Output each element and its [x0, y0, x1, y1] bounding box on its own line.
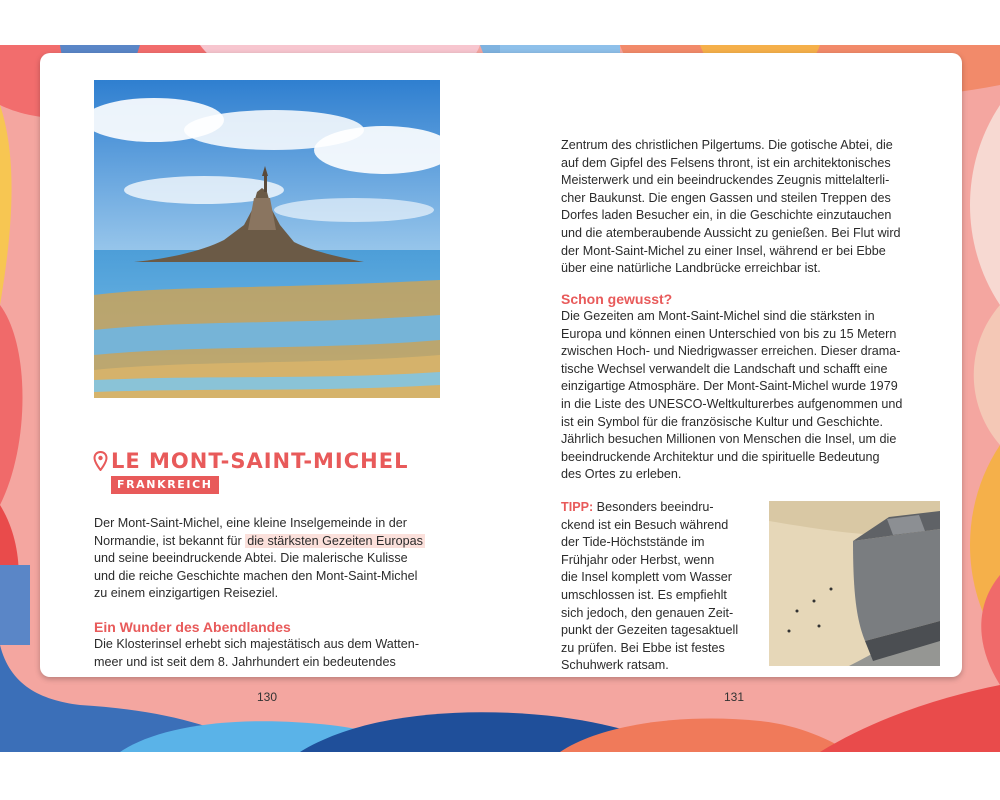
- text-line: die Insel komplett vom Wasser: [561, 570, 733, 585]
- text-line: des Ortes zu erleben.: [561, 467, 682, 482]
- text-line: und die atemberaubende Aussicht zu genießen. Bei Flut wird: [561, 225, 901, 240]
- text-line: cher Baukunst. Die engen Gassen und steilen Treppen des: [561, 190, 891, 205]
- text-line: Dorfes laden Besucher ein, in die Geschichte einzutauchen: [561, 208, 892, 223]
- subheading-left: Ein Wunder des Abendlandes: [94, 619, 291, 635]
- aerial-tower-photo: [769, 501, 940, 666]
- continued-paragraph: [561, 137, 921, 278]
- text-line: [94, 533, 439, 551]
- text-line: der Mont-Saint-Michel zu einer Insel, während er bei Ebbe: [561, 243, 886, 258]
- text-line: einzigartige Atmosphäre. Der Mont-Saint-Michel wurde 1979: [561, 379, 898, 394]
- section-header: ORIGINELL WOHNEN: [810, 81, 964, 92]
- text-line: beeindruckende Architektur und die spirituelle Bedeutung: [561, 449, 880, 464]
- text-line: [561, 499, 761, 517]
- text-line: Meisterwerk und ein beeindruckendes Zeugnis mittelalterli-: [561, 173, 890, 188]
- tip-label: TIPP:: [561, 500, 594, 514]
- text-line: Der Mont-Saint-Michel, eine kleine Inselgemeinde in der: [94, 516, 407, 530]
- text-line: Zentrum des christlichen Pilgertums. Die gotische Abtei, die: [561, 138, 893, 152]
- text-line: in die Liste des UNESCO-Weltkulturerbes aufgenommen und: [561, 396, 903, 411]
- text-line: Die Klosterinsel erhebt sich majestätisch aus dem Watten-: [94, 637, 420, 651]
- text-line: auf dem Gipfel des Felsens thront, ist ein architektonisches: [561, 155, 891, 170]
- text-line: umschlossen ist. Es empfiehlt: [561, 587, 727, 602]
- text-line: punkt der Gezeiten tagesaktuell: [561, 623, 739, 638]
- text-line: und seine beeindruckende Abtei. Die malerische Kulisse: [94, 551, 408, 566]
- text-line: Jährlich besuchen Millionen von Menschen die Insel, um die: [561, 432, 897, 447]
- text-line: zu einem einzigartigen Reiseziel.: [94, 586, 279, 601]
- page-number-left: 130: [257, 690, 278, 704]
- intro-paragraph: [94, 515, 439, 603]
- text-line: zwischen Hoch- und Niedrigwasser erreichen. Dieser drama-: [561, 344, 901, 359]
- highlighted-phrase: die stärksten Gezeiten Europas: [247, 533, 423, 548]
- title-row: [93, 447, 408, 475]
- text-line: über eine natürliche Landbrücke erreichbar ist.: [561, 261, 821, 276]
- text-line: meer und ist seit dem 8. Jahrhundert ein bedeutendes: [94, 654, 396, 669]
- text-line: der Tide-Höchststände im: [561, 535, 705, 550]
- text-line: Europa und können einen Unterschied von bis zu 15 Metern: [561, 326, 897, 341]
- text-fragment: Normandie, ist bekannt für: [94, 533, 246, 548]
- text-line: Die Gezeiten am Mont-Saint-Michel sind die stärksten in: [561, 309, 875, 323]
- page-number-right: 131: [724, 690, 745, 704]
- body-paragraph-left: [94, 636, 439, 671]
- text-line: und die reiche Geschichte machen den Mont-Saint-Michel: [94, 568, 418, 583]
- subheading-right: Schon gewusst?: [561, 291, 673, 307]
- text-fragment: Besonders beeindru-: [593, 500, 714, 514]
- text-line: tische Wechsel verwandelt die Landschaft und schafft eine: [561, 361, 888, 376]
- page-title: LE MONT-SAINT-MICHEL: [111, 449, 409, 473]
- location-pin-icon: [93, 451, 108, 471]
- text-line: zu prüfen. Bei Ebbe ist festes: [561, 640, 725, 655]
- tip-paragraph: [561, 499, 761, 675]
- text-line: Schuhwerk ratsam.: [561, 658, 669, 673]
- fact-paragraph: [561, 308, 921, 484]
- text-line: Frühjahr oder Herbst, wenn: [561, 552, 715, 567]
- text-line: sich jedoch, den genauen Zeit-: [561, 605, 734, 620]
- text-line: ist ein Symbol für die französische Kultur und Geschichte.: [561, 414, 883, 429]
- text-line: ckend ist ein Besuch während: [561, 517, 729, 532]
- mont-saint-michel-photo: [94, 80, 440, 398]
- country-badge: FRANKREICH: [111, 476, 219, 494]
